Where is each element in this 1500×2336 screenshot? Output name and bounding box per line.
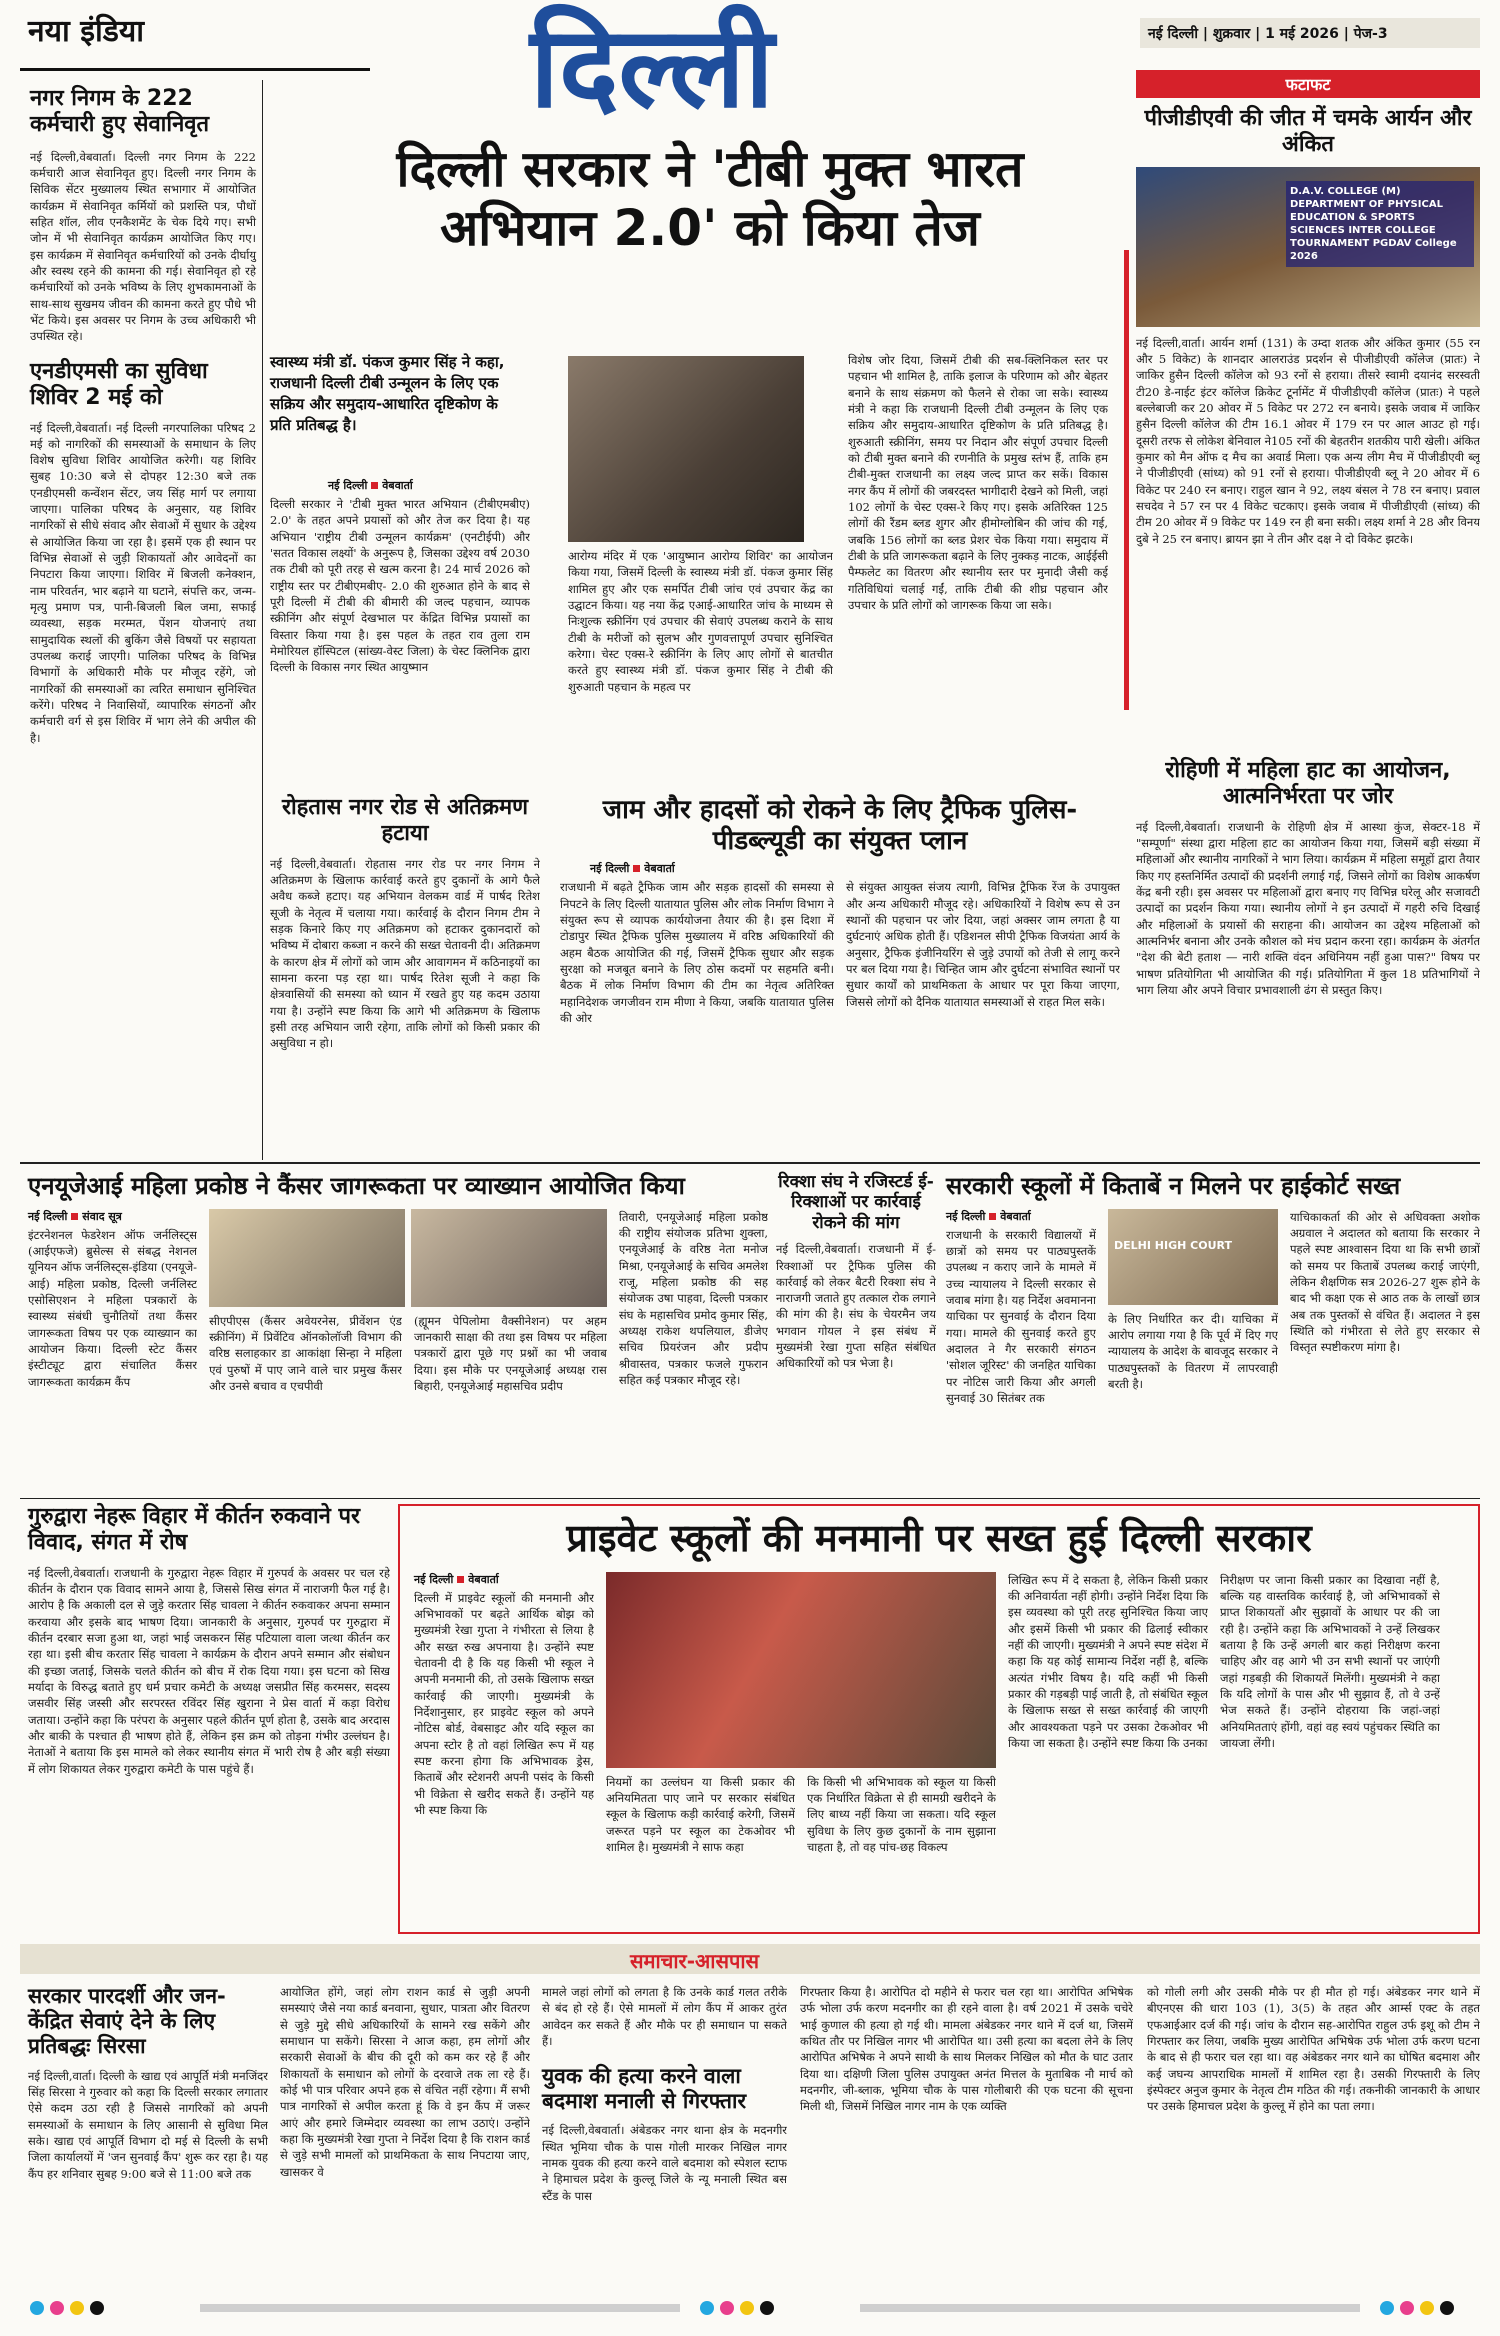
lead-headline: दिल्ली सरकार ने 'टीबी मुक्त भारत अभियान 2.0' को किया तेज (396, 140, 1024, 257)
hc-photo-sign: DELHI HIGH COURT (1114, 1238, 1232, 1252)
lead-col-2: आरोग्य मंदिर में एक 'आयुष्मान आरोग्य शिविर' का आयोजन किया गया, जिसमें दिल्ली के स्वास्थ्य मंत्री डॉ. पंकज कुमार सिंह शामिल हुए और एक समर्पित टीबी जांच एवं उपचार केंद्र का उद्घाटन किया। यह नया केंद्र एआई-आधारित जांच के माध्यम से निःशुल्क स्क्रीनिंग एवं उपचार की सेवाएं उपलब्ध कराने के साथ टीबी के मरीजों को सुलभ और गुणवत्तापूर्ण उपचार सुनिश्चित करेगा। चेस्ट एक्स-रे स्क्रीनिंग के लिए आए लोगों से बातचीत करते हुए स्वास्थ्य मंत्री डॉ. पंकज कुमार सिंह ने टीबी की शुरुआती पहचान के महत्व पर (568, 549, 833, 694)
headline-ndmc: एनडीएमसी का सुविधा शिविर 2 मई को (30, 358, 208, 411)
murder-col-3: को गोली लगी और उसकी मौके पर ही मौत हो गई। अंबेडकर नगर थाने में बीएनएस की धारा 103 (1), 3(5) के तहत और आर्म्स एक्ट के तहत एफआईआर दर्ज की गई। जांच के दौरान सह-आरोपित राहुल उर्फ इशू को टीम ने गिरफ्तार कर लिया, जबकि मुख्य आरोपित अभिषेक उर्फ भोला उर्फ करण घटना के बाद से ही फरार चल रहा था। वह अंबेडकर नगर थाने का घोषित बदमाश और कई जघन्य आपराधिक मामलों में शामिल रहा है। उसकी गिरफ्तारी के लिए इंस्पेक्टर अनुज कुमार के नेतृत्व टीम गठित की गई। तकनीकी जानकारी के आधार पर उसके हिमाचल प्रदेश के कुल्लू में होने का पता लगा। (1147, 1985, 1480, 2114)
masthead-rule (20, 68, 370, 71)
nuj-byline-agency: संवाद सूत्र (82, 1209, 122, 1223)
rohini-headline: रोहिणी में महिला हाट का आयोजन, आत्मनिर्भरता पर जोर (1165, 758, 1451, 810)
rickshaw-headline: रिक्शा संघ ने रजिस्टर्ड ई-रिक्शाओं पर कार्रवाई रोकने की मांग (778, 1172, 934, 1233)
lead-intro: स्वास्थ्य मंत्री डॉ. पंकज कुमार सिंह ने कहा, राजधानी दिल्ली टीबी उन्मूलन के लिए एक सक्रिय और समुदाय-आधारित दृष्टिकोण के प्रति प्रतिबद्ध है। (270, 353, 505, 434)
private-photo (606, 1572, 996, 1768)
hc-photo (1108, 1209, 1278, 1305)
private-col-2: नियमों का उल्लंघन या किसी प्रकार की अनियमितता पाए जाने पर सरकार संबंधित स्कूल के खिलाफ कड़ी कार्रवाई करेगी, जिसमें जरूरत पड़ने पर स्कूल का टेकओवर भी शामिल है। मुख्यमंत्री ने साफ कहा (606, 1774, 795, 1854)
registration-marks-center (700, 2300, 840, 2320)
traffic-headline: जाम और हादसों को रोकने के लिए ट्रैफिक पुलिस-पीडब्ल्यूडी का संयुक्त प्लान (602, 795, 1078, 857)
traffic-col-2: से संयुक्त आयुक्त संजय त्यागी, विभिन्न ट्रैफिक रेंज के उपायुक्त और अन्य अधिकारी मौजूद रहे। अधिकारियों ने विशेष रूप से उन स्थानों की पहचान पर जोर दिया, जहां अक्सर जाम लगता है या दुर्घटनाएं अधिक होती हैं। एडिशनल सीपी ट्रैफिक विजयंता आर्य के अनुसार, ट्रैफिक इंजीनियरिंग से जुड़े उपायों को तेजी से लागू करने पर बल दिया गया है। चिन्हित जाम और दुर्घटना संभावित स्थानों पर सुधार कार्यों को प्राथमिकता के आधार पर पूरा किया जाएगा, जिससे लोगों को दैनिक यातायात समस्याओं से राहत मिल सके। (846, 880, 1120, 1009)
traffic-byline-agency: वेबवार्ता (644, 862, 675, 876)
hc-col-1: राजधानी के सरकारी विद्यालयों में छात्रों को समय पर पाठ्यपुस्तकें उपलब्ध न कराए जाने के मामले में उच्च न्यायालय ने दिल्ली सरकार से जवाब मांगा है। यह निर्देश अवमानना याचिका पर सुनवाई के दौरान दिया गया। मामले की सुनवाई करते हुए अदालत ने गैर सरकारी संगठन 'सोशल जूरिस्ट' की जनहित याचिका पर नोटिस जारी किया और अगली सुनवाई 30 सितंबर तक (946, 1227, 1096, 1406)
nuj-col-4: तिवारी, एनयूजेआई महिला प्रकोष्ठ की राष्ट्रीय संयोजक प्रतिभा शुक्ला, एनयूजेआई के वरिष्ठ नेता मनोज मिश्रा, एनयूजेआई के सचिव अमलेश राजू, महिला प्रकोष्ठ की सह संयोजक उषा पाहवा, दिल्ली पत्रकार संघ के महासचिव प्रमोद कुमार सिंह, अध्यक्ष राकेश थपलियाल, डीजेए सचिव प्रियरंजन और प्रदीप श्रीवास्तव, पत्रकार फजले गुफरान सहित कई पत्रकार मौजूद रहे। (618, 1209, 769, 1388)
rohtas-story (270, 795, 540, 1155)
hc-byline-city: नई दिल्ली (946, 1209, 986, 1223)
murder-headline: युवक की हत्या करने वाला बदमाश मनाली से गिरफ्तार (542, 2064, 747, 2114)
dateline: नई दिल्ली | शुक्रवार | 1 मई 2026 | पेज-3 (1140, 18, 1480, 48)
rickshaw-body: नई दिल्ली,वेबवार्ता। राजधानी में ई-रिक्शाओं पर ट्रैफिक पुलिस की कार्रवाई को लेकर बैटरी रिक्शा संघ ने नाराजगी जताते हुए तत्काल रोक लगाने की मांग की है। संघ के चेयरमैन जय भगवान गोयल ने इस संबंध में मुख्यमंत्री रेखा गुप्ता सहित संबंधित अधिकारियों को पत्र भेजा है। (776, 1242, 936, 1371)
traffic-byline (590, 861, 1120, 876)
left-divider (262, 80, 263, 1160)
left-column (30, 78, 256, 1158)
nuj-photo-2 (411, 1209, 607, 1307)
sirsa-col-3: मामले जहां लोगों को लगता है कि उनके कार्ड गलत तरीके से बंद हो रहे हैं। ऐसे मामलों में लोग कैंप में आकर तुरंत आवेदन कर सकते हैं और मौके पर ही समाधान पा सकते हैं। (542, 1985, 787, 2048)
private-col-1: दिल्ली में प्राइवेट स्कूलों की मनमानी और अभिभावकों पर बढ़ते आर्थिक बोझ को मुख्यमंत्री रेखा गुप्ता ने गंभीरता से लिया है और सख्त रुख अपनाया है। उन्होंने स्पष्ट चेतावनी दी है कि यह किसी भी स्कूल ने अपनी मनमानी की, तो उसके खिलाफ सख्त कार्रवाई की जाएगी। मुख्यमंत्री के निर्देशानुसार, हर प्राइवेट स्कूल को अपने नोटिस बोर्ड, वेबसाइट और यदि स्कूल का अपना स्टोर है तो वहां लिखित रूप में यह स्पष्ट करना होगा कि अभिभावक ड्रेस, किताबें और स्टेशनरी अपनी पसंद के किसी भी विक्रेता से खरीद सकते हैं। उन्होंने यह भी स्पष्ट किया कि (414, 1590, 594, 1817)
lead-byline (328, 478, 508, 493)
hc-col-3: याचिकाकर्ता की ओर से अधिवक्ता अशोक अग्रवाल ने अदालत को बताया कि सरकार ने पहले स्पष्ट आश्वासन दिया था कि सभी छात्रों को समय पर किताबें उपलब्ध कराई जाएंगी, लेकिन शैक्षणिक सत्र 2026-27 शुरू होने के बाद भी कक्षा एक से आठ तक के लाखों छात्र अब तक पुस्तकों से वंचित हैं। अदालत ने इस स्थिति को गंभीरता से लेते हुए सरकार से विस्तृत स्पष्टीकरण मांगा है। (1290, 1209, 1480, 1355)
nuj-story (28, 1172, 768, 1492)
row-divider-1 (20, 1162, 1480, 1164)
factfast-headline: पीजीडीएवी की जीत में चमके आर्यन और अंकित (1144, 106, 1472, 158)
factfast-body: नई दिल्ली,वार्ता। आर्यन शर्मा (131) के उम्दा शतक और अंकित कुमार (55 रन और 5 विकेट) के शानदार आलराउंड प्रदर्शन से पीजीडीएवी कॉलेज (प्रातः) ने जाकिर हुसैन दिल्ली कॉलेज को 93 रनों से हराया। तीसरे स्वामी दयानंद सरस्वती टी20 डे-नाईट इंटर कॉलेज क्रिकेट टूर्नामेंट में पीजीडीएवी कॉलेज (प्रातः) ने पहले बल्लेबाजी कर 20 ओवर में 5 विकेट पर 272 रन बनाये। इसके जवाब में जाकिर हुसैन दिल्ली कॉलेज की टीम 16.1 ओवर में 179 रन पर आल आउट हो गई। दूसरी तरफ से लोकेश बेनिवाल ने105 रनों की बेहतरीन शतकीय पारी खेली। अंकित कुमार को मैन ऑफ द मैच का अवार्ड मिला। एक अन्य लीग मैच में पीजीडीएवी ब्लू ने पीजीडीएवी (सांध्य) को 91 रनों से हराया। पीजीडीएवी ब्लू ने 20 ओवर में 6 विकेट पर 240 रन बनाए। राहुल खान ने 92, लक्ष्य बंसल ने 78 रन बनाए। प्रवाल सचदेव ने 57 रन पर 4 विकेट चटकाए। इसके जवाब में पीजीडीएवी (सांध्य) की टीम 20 ओवर में 9 विकेट पर 149 रन ही बना सकी। लक्ष्य शर्मा ने 28 और विनय दुबे ने 25 रन बनाए। ब्रायन झा ने तीन और दक्ष ने दो विकेट झटके। (1136, 335, 1480, 546)
gurudwara-headline: गुरुद्वारा नेहरू विहार में कीर्तन रुकवाने पर विवाद, संगत में रोष (28, 1504, 361, 1556)
paper-name: नया इंडिया (28, 14, 144, 49)
rickshaw-story (776, 1172, 936, 1492)
hc-byline-agency: वेबवार्ता (1000, 1209, 1031, 1223)
footer-gray-bar-2 (860, 2304, 1360, 2312)
sirsa-col-2: आयोजित होंगे, जहां लोग राशन कार्ड से जुड़ी अपनी समस्याएं जैसे नया कार्ड बनवाना, सुधार, पात्रता और वितरण से जुड़े मुद्दे सीधे अधिकारियों के सामने रख सकेंगे और समाधान पा सकेंगे। सिरसा ने आज कहा, हम लोगों और सरकारी सेवाओं के बीच की दूरी को कम कर रहे हैं और शिकायतों के समाधान को लोगों के दरवाजे तक ला रहे हैं। कोई भी पात्र परिवार अपने हक से वंचित नहीं रहेगा। मैं सभी पात्र नागरिकों से अपील करता हूं कि वे इन कैंप में जरूर आएं और हमारे जिम्मेदार व्यवस्था का लाभ उठाएं। उन्होंने कहा कि मुख्यमंत्री रेखा गुप्ता ने निर्देश दिया है कि राशन कार्ड से जुड़े सभी मामलों को प्राथमिकता के साथ निपटाया जाए, खासकर वे (280, 1985, 530, 2179)
footer-gray-bar (200, 2304, 680, 2312)
sirsa-col-1: नई दिल्ली,वार्ता। दिल्ली के खाद्य एवं आपूर्ति मंत्री मनजिंदर सिंह सिरसा ने गुरुवार को कहा कि दिल्ली सरकार लगातार ऐसे कदम उठा रही है जिससे नागरिकों को अपनी समस्याओं के समाधान के लिए आसानी से सुविधा मिल सके। खाद्य एवं आपूर्ति विभाग दो मई से दिल्ली के सभी जिला कार्यालयों में 'जन सुनवाई कैंप' शुरू कर रहा है। यह कैंप हर शनिवार सुबह 9:00 बजे से 11:00 बजे तक (28, 2068, 268, 2181)
sirsa-story (28, 1984, 788, 2284)
murder-story (800, 1984, 1480, 2284)
gurudwara-story (28, 1504, 390, 1934)
factfast-photo-banner: D.A.V. COLLEGE (M) DEPARTMENT OF PHYSICAL EDUCATION & SPORTS SCIENCES INTER COLLEGE TOURNAMENT PGDAV College 2026 (1286, 181, 1474, 267)
nuj-photo-1 (209, 1209, 405, 1307)
hc-story (946, 1172, 1480, 1492)
city-title: दिल्ली (530, 3, 774, 133)
hc-col-2: के लिए निर्धारित कर दी। याचिका में आरोप लगाया गया है कि पूर्व में दिए गए न्यायालय के आदेश के बावजूद सरकार ने पाठ्यपुस्तकों के वितरण में लापरवाही बरती है। (1108, 1311, 1278, 1392)
private-col-5: निरीक्षण पर जाना किसी प्रकार का दिखावा नहीं है, बल्कि यह वास्तविक कार्रवाई है, जो अभिभावकों से प्राप्त शिकायतों और सुझावों के आधार पर की जा रही है। उन्होंने कहा कि अभिभावकों ने उन्हें लिखकर बताया है कि उन्हें अगली बार कहां निरीक्षण करना चाहिए और वह आगे भी उन सभी स्थानों पर जाएंगी जहां गड़बड़ी की शिकायतें मिलेंगी। मुख्यमंत्री ने कहा कि यदि लोगों के पास और भी सुझाव हैं, तो वे उन्हें भेज सकते हैं। उन्होंने दोहराया कि जहां-जहां अनियमितताएं होंगी, वहां वह स्वयं पहुंचकर स्थिति का जायजा लेंगी। (1220, 1572, 1440, 1750)
samachar-label: समाचार-आसपास (630, 1949, 760, 1973)
traffic-byline-city: नई दिल्ली (590, 862, 630, 876)
lead-col-3: विशेष जोर दिया, जिसमें टीबी की सब-क्लिनिकल स्तर पर पहचान भी शामिल है, ताकि इलाज के परिणाम को और बेहतर बनाने के साथ संक्रमण को फैलने से रोका जा सके। स्वास्थ्य मंत्री ने कहा कि राजधानी दिल्ली टीबी उन्मूलन के लिए एक सक्रिय और समुदाय-आधारित दृष्टिकोण के प्रति प्रतिबद्ध है। शुरुआती स्क्रीनिंग, समय पर निदान और संपूर्ण उपचार दिल्ली को टीबी मुक्त बनाने की रणनीति के प्रमुख स्तंभ हैं, ताकि हम टीबी-मुक्त राजधानी का लक्ष्य जल्द प्राप्त कर सकें। विकास नगर कैंप में लोगों की जबरदस्त भागीदारी देखने को मिली, जहां 102 लोगों के चेस्ट एक्स-रे किए गए। इसके अतिरिक्त 125 लोगों की रैंडम ब्लड शुगर और हीमोग्लोबिन की जांच की गई, जबकि 156 लोगों का ब्लड प्रेशर चेक किया गया। समुदाय में टीबी के प्रति जागरूकता बढ़ाने के लिए नुक्कड़ नाटक, आईईसी पैम्फलेट का वितरण और स्थानीय स्तर पर मुनादी जैसी कई गतिविधियां चलाई गईं, ताकि टीबी की शीघ्र पहचान और उपचार के प्रति लोगों को जागरूक किया जा सके। (848, 353, 1108, 612)
registration-marks-right (1380, 2300, 1490, 2320)
factfast-photo (1136, 167, 1480, 327)
lead-photo (568, 356, 804, 542)
red-marker (1124, 250, 1129, 710)
murder-col-2: गिरफ्तार किया है। आरोपित दो महीने से फरार चल रहा था। आरोपित अभिषेक उर्फ भोला उर्फ करण मदनगीर का ही रहने वाला है। वर्ष 2021 में उसके चचेरे भाई कुणाल की हत्या हो गई थी। मामला अंबेडकर नगर थाने में दर्ज था, जिसमें कथित तौर पर निखिल नागर भी आरोपित था। उसी हत्या का बदला लेने के लिए आरोपित अभिषेक ने अपने साथी के साथ मिलकर निखिल को मौत के घाट उतार दिया था। दक्षिणी जिला पुलिस उपायुक्त अनंत मित्तल के मुताबिक नौ मार्च को मदनगीर, जी-ब्लाक, भूमिया चौक के पास गोलीबारी की एक घटना की सूचना मिली थी, जिसमें निखिल नागर नाम के एक व्यक्ति (800, 1985, 1133, 2114)
rohtas-body: नई दिल्ली,वेबवार्ता। रोहतास नगर रोड पर नगर निगम ने अतिक्रमण के खिलाफ कार्रवाई करते हुए दुकानों के आगे फैले अवैध कब्जे हटाए। यह अभियान वेलकम वार्ड में पार्षद रितेश सूजी के नेतृत्व में चलाया गया। कार्रवाई के दौरान निगम टीम ने सड़क किनारे किए गए अतिक्रमण को हटाकर दुकानदारों को भविष्य में दोबारा कब्जा न करने की सख्त चेतावनी दी। अतिक्रमण के कारण क्षेत्र में लोगों को जाम और आवागमन में कठिनाइयों का सामना करना पड़ रहा था। पार्षद रितेश सूजी ने कहा कि क्षेत्रवासियों की समस्या को ध्यान में रखते हुए यह कदम उठाया गया है। उन्होंने स्पष्ट किया कि आगे भी अतिक्रमण के खिलाफ इसी तरह अभियान जारी रहेगा, ताकि लोगों को किसी प्रकार की असुविधा न हो। (270, 856, 540, 1051)
traffic-story (560, 795, 1120, 1155)
private-col-3: कि किसी भी अभिभावक को स्कूल या किसी एक निर्धारित विक्रेता से ही सामग्री खरीदने के लिए बाध्य नहीं किया जा सकता। यदि स्कूल सुविधा के लिए कुछ दुकानों के नाम सुझाना चाहता है, तो वह पांच-छह विकल्प (807, 1774, 996, 1854)
private-byline-city: नई दिल्ली (414, 1572, 454, 1586)
sirsa-headline: सरकार पारदर्शी और जन-केंद्रित सेवाएं देने के लिए प्रतिबद्धः सिरसा (28, 1984, 226, 2059)
private-schools-box (398, 1504, 1480, 1934)
nuj-byline-city: नई दिल्ली (28, 1209, 68, 1223)
lead-col-1: दिल्ली सरकार ने 'टीबी मुक्त भारत अभियान (टीबीएमबीए) 2.0' के तहत अपने प्रयासों को और तेज कर दिया है। यह अभियान 'राष्ट्रीय टीबी उन्मूलन कार्यक्रम' (एनटीईपी) और 'सतत विकास लक्ष्यों' के अनुरूप है, जिसका उद्देश्य वर्ष 2030 तक टीबी को पूरी तरह से खत्म करना है। 24 मार्च 2026 को राष्ट्रीय स्तर पर टीबीएमबीए- 2.0 की शुरुआत होने के बाद से पूरी दिल्ली में टीबी की बीमारी की जल्द पहचान, व्यापक स्क्रीनिंग और संपूर्ण देखभाल पर केंद्रित विभिन्न प्रयासों का विस्तार किया गया है। इस पहल के तहत राव तुला राम मेमोरियल हॉस्पिटल (सांख्य-वेस्ट जिला) के चेस्ट क्लिनिक द्वारा दिल्ली के विकास नगर स्थित आयुष्मान (270, 497, 530, 675)
rohini-body: नई दिल्ली,वेबवार्ता। राजधानी के रोहिणी क्षेत्र में आस्था कुंज, सेक्टर-18 में "सम्पूर्णा" संस्था द्वारा महिला हाट का आयोजन किया गया, जिसमें बड़ी संख्या में महिलाओं और स्थानीय नागरिकों ने भाग लिया। कार्यक्रम में महिला समूहों द्वारा तैयार किए गए हस्तनिर्मित उत्पादों की प्रदर्शनी लगाई गई, जिसने लोगों का विशेष आकर्षण केंद्र बनी रही। इस अवसर पर महिलाओं द्वारा बनाए गए विभिन्न घरेलू और सजावटी उत्पादों का प्रदर्शन किया गया। स्थानीय लोगों ने इन उत्पादों में गहरी रुचि दिखाई और महिलाओं के प्रयासों की सराहना की। आयोजन का उद्देश्य महिलाओं को आत्मनिर्भर बनाना और उनके कौशल को मंच प्रदान करना रहा। कार्यक्रम के अंतर्गत "देश की बेटी हताश — नारी शक्ति वंदन अधिनियम नहीं हुआ पास?" विषय पर भाषण प्रतियोगिता भी आयोजित की गई। प्रतियोगिता में कुल 18 प्रतिभागियों ने भाग लिया और अपने विचार प्रभावशाली ढंग से प्रस्तुत किए। (1136, 819, 1480, 998)
factfast-label: फटाफट (1136, 70, 1480, 98)
hc-headline: सरकारी स्कूलों में किताबें न मिलने पर हाईकोर्ट सख्त (946, 1172, 1401, 1200)
traffic-col-1: राजधानी में बढ़ते ट्रैफिक जाम और सड़क हादसों की समस्या से निपटने के लिए दिल्ली यातायात पुलिस और लोक निर्माण विभाग ने संयुक्त रूप से व्यापक कार्ययोजना तैयार की है। इस दिशा में टोडापुर स्थित ट्रैफिक पुलिस मुख्यालय में वरिष्ठ अधिकारियों की अहम बैठक आयोजित की गई, जिसमें ट्रैफिक सुधार और सड़क सुरक्षा को मजबूत बनाने के लिए ठोस कदमों पर सहमति बनी। बैठक में लोक निर्माण विभाग की टीम का नेतृत्व अतिरिक्त महानिदेशक जगजीवन राम मीणा ने किया, जबकि यातायात पुलिस की ओर (560, 880, 834, 1025)
rohtas-headline: रोहतास नगर रोड से अतिक्रमण हटाया (281, 795, 529, 847)
nuj-col-3: (ह्यूमन पेपिलोमा वैक्सीनेशन) पर अहम जानकारी साक्षा की तथा इस विषय पर महिला पत्रकारों द्वारा पूछे गए प्रश्नों का भी जवाब दिया। इस मौके पर एनयूजेआई अध्यक्ष रास बिहारी, एनयूजेआई महासचिव प्रदीप (413, 1313, 607, 1394)
hc-byline (946, 1209, 1096, 1224)
story-ndmc: नई दिल्ली,वेबवार्ता। नई दिल्ली नगरपालिका परिषद 2 मई को नागरिकों की समस्याओं के समाधान के लिए विशेष सुविधा शिविर आयोजित करेगी। यह शिविर सुबह 10:30 बजे से दोपहर 12:30 बजे तक एनडीएमसी कन्वेंशन सेंटर, जय सिंह मार्ग पर लगाया जाएगा। पालिका परिषद के अनुसार, यह शिविर नागरिकों से सीधे संवाद और सेवाओं में सुधार के उद्देश्य से आयोजित किया जा रहा है। इसमें एक ही स्थान पर विभिन्न सेवाओं से जुड़ी शिकायतों और आवेदनों का निपटारा किया जाएगा। शिविर में बिजली कनेक्शन, नाम परिवर्तन, भार बढ़ाने या घटाने, संपत्ति कर, जन्म-मृत्यु प्रमाण पत्र, पानी-बिजली बिल जमा, सफाई व्यवस्था, सड़क मरम्मत, पेंशन योजनाएं तथा सामुदायिक स्थलों की बुकिंग जैसे विषयों पर सहायता उपलब्ध कराई जाएगी। पालिका परिषद के विभिन्न विभागों के अधिकारी मौके पर मौजूद रहेंगे, जो नागरिकों की समस्याओं का त्वरित समाधान सुनिश्चित करेंगे। परिषद ने निवासियों, व्यापारिक संगठनों और कर्मचारी वर्ग से इस शिविर में भाग लेने की अपील की है। (30, 420, 256, 745)
private-headline: प्राइवेट स्कूलों की मनमानी पर सख्त हुई दिल्ली सरकार (566, 1516, 1312, 1560)
lead-story (270, 140, 1120, 810)
private-byline-agency: वेबवार्ता (468, 1572, 499, 1586)
nuj-col-2: सीएपीएस (कैंसर अवेयरनेस, प्रीवेंशन एंड स्क्रीनिंग) में प्रिवेंटिव ऑनकोलॉजी विभाग की वरिष्ठ सलाहकार डा आकांक्षा सिन्हा ने महिला एवं पुरुषों में पाए जाने वाले चार प्रमुख कैंसर और उनसे बचाव व एचपीवी (209, 1313, 402, 1394)
story-nigam: नई दिल्ली,वेबवार्ता। दिल्ली नगर निगम के 222 कर्मचारी आज सेवानिवृत हुए। दिल्ली नगर निगम के सिविक सेंटर मुख्यालय स्थित सभागार में आयोजित कार्यक्रम में सेवानिवृत कर्मियों को प्रशस्ति पत्र, पौधों सहित शॉल, लीव एनकैशमेंट के चेक दिये गए। सभी जोन में भी सेवानिवृत कार्यक्रम आयोजित किए गए। इस कार्यक्रम में सेवानिवृत कर्मचारियों को उनके दीर्घायु और स्वस्थ रहने की कामना की गई। सेवानिवृत हो रहे कर्मचारियों को उनके भविष्य के लिए शुभकामनाओं के साथ-साथ सुखमय जीवन की कामना करते हुए पौधे भी भेंट किये। इस अवसर पर निगम के उच्च अधिकारी भी उपस्थित रहे। (30, 149, 256, 344)
row-divider-2 (20, 1498, 1480, 1499)
samachar-band (20, 1944, 1480, 1974)
murder-col-1: नई दिल्ली,वेबवार्ता। अंबेडकर नगर थाना क्षेत्र के मदनगीर स्थित भूमिया चौक के पास गोली मारकर निखिल नागर नामक युवक की हत्या करने वाले बदमाश को स्पेशल स्टाफ ने हिमाचल प्रदेश के कुल्लू जिले के न्यू मनाली स्थित बस स्टैंड के पास (542, 2123, 787, 2203)
nuj-byline (28, 1209, 197, 1224)
headline-nigam: नगर निगम के 222 कर्मचारी हुए सेवानिवृत (30, 86, 210, 138)
nuj-col-1: इंटरनेशनल फेडरेशन ऑफ जर्नलिस्ट्स (आईएफजे) ब्रुसेल्स से संबद्ध नेशनल यूनियन ऑफ जर्नलिस्ट्स-इंडिया (एनयूजे-आई) महिला प्रकोष्ठ, दिल्ली जर्नलिस्ट एसोसिएशन ने महिला पत्रकारों के स्वास्थ्य संबंधी चुनौतियों तथा कैंसर जागरूकता विषय पर एक व्याख्यान का आयोजन किया। दिल्ली स्टेट कैंसर इंस्टीट्यूट द्वारा संचालित कैंसर जागरूकता कार्यक्रम कैंप (28, 1227, 198, 1389)
lead-byline-city: नई दिल्ली (328, 479, 368, 492)
lead-byline-agency: वेबवार्ता (382, 479, 413, 492)
rohini-story (1136, 758, 1480, 1148)
private-byline (414, 1572, 594, 1587)
nuj-headline: एनयूजेआई महिला प्रकोष्ठ ने कैंसर जागरूकता पर व्याख्यान आयोजित किया (28, 1172, 685, 1200)
gurudwara-body: नई दिल्ली,वेबवार्ता। राजधानी के गुरुद्वारा नेहरू विहार में गुरुपर्व के अवसर पर चल रहे कीर्तन के दौरान एक विवाद सामने आया है, जिससे सिख संगत में नाराजगी फैल गई है। आरोप है कि अकाली दल से जुड़े करतार सिंह चावला ने कीर्तन रुकवाकर अपना सम्मान करवाया और इसके बाद भाषण दिया। जानकारी के अनुसार, गुरुपर्व पर गुरुद्वारा में कीर्तन दरबार सजा हुआ था, जहां भाई जसकरन सिंह पटियाला वाला जत्था कीर्तन कर रहा था। इसी बीच करतार सिंह चावला ने कार्यक्रम के दौरान अपने सम्मान और संबोधन की इच्छा जताई, जिसके चलते कीर्तन को बीच में रोक दिया गया। इस घटना को सिख मर्यादा के विरुद्ध बताते हुए धर्म प्रचार कमेटी के अध्यक्ष जसप्रीत सिंह करमसर, सदस्य जसवीर सिंह जस्सी और सरपरस्त रविंदर सिंह खुराना ने प्रेस वार्ता में कड़ा विरोध जताया। उन्होंने कहा कि परंपरा के अनुसार पहले कीर्तन पूर्ण होता है, उसके बाद अरदास और बाकी के पश्चात ही भाषण होते हैं, लेकिन इस क्रम को तोड़ना गंभीर उल्लंघन है। नेताओं ने बताया कि इस मामले को लेकर स्थानीय संगत में भारी रोष है और बड़ी संख्या में लोग शिकायत लेकर गुरुद्वारा कमेटी के पास पहुंचे हैं। (28, 1565, 390, 1776)
factfast-box (1136, 70, 1480, 790)
private-col-4: लिखित रूप में दे सकता है, लेकिन किसी प्रकार की अनिवार्यता नहीं होगी। उन्होंने निर्देश दिया कि इस व्यवस्था को पूरी तरह सुनिश्चित किया जाए और इसमें किसी भी प्रकार की ढिलाई स्वीकार नहीं की जाएगी। मुख्यमंत्री ने अपने स्पष्ट संदेश में कहा कि यह कोई सामान्य निर्देश नहीं है, बल्कि अत्यंत गंभीर विषय है। यदि कहीं भी किसी प्रकार की गड़बड़ी पाई जाती है, तो संबंधित स्कूल के खिलाफ सख्त से सख्त कार्रवाई की जाएगी और आवश्यकता पड़ने पर उसका टेकओवर भी किया जा सकता है। उन्होंने स्पष्ट किया कि उनका (1008, 1572, 1208, 1750)
